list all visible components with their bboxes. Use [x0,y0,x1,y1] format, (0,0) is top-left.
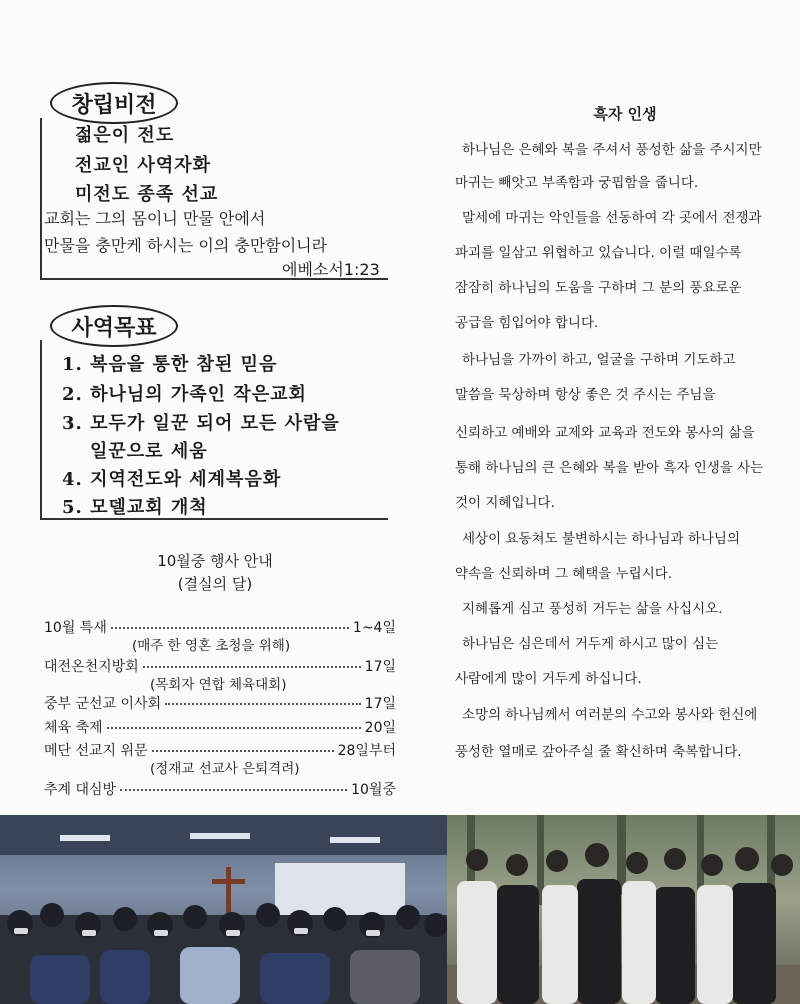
goal-item: 3. 모두가 일꾼 되어 모든 사람을 [62,413,340,434]
article-line: 말씀을 묵상하며 항상 좋은 것 주시는 주님을 [455,387,716,403]
article-line: 지혜롭게 심고 풍성히 거두는 삶을 사십시오. [462,601,723,617]
event-name: 추계 대심방 [44,782,117,798]
events-subtitle: (결실의 달) [177,575,253,593]
event-name: 중부 군선교 이사회 [44,696,162,712]
goal-item: 4. 지역전도와 세계복음화 [62,469,282,490]
article-line: 세상이 요동쳐도 불변하시는 하나님과 하나님의 [462,531,740,547]
goals-bracket-line [40,340,42,518]
leader-dots [120,789,347,791]
article-line: 하나님은 심은데서 거두게 하시고 많이 심는 [462,636,719,652]
event-name: 체육 축제 [44,720,103,736]
article-line: 공급을 힘입어야 합니다. [455,315,599,331]
event-name: 10월 특새 [44,620,107,636]
article-line: 통해 하나님의 큰 은혜와 복을 받아 흑자 인생을 사는 [455,460,764,476]
leader-dots [111,627,349,629]
article-line: 파괴를 일삼고 위협하고 있습니다. 이럴 때일수록 [455,245,742,261]
vision-slogan-3: 미전도 종족 선교 [75,184,219,205]
vision-slogan-2: 전교인 사역자화 [75,155,211,176]
event-note: (매주 한 영혼 초청을 위해) [132,638,291,654]
goal-item: 2. 하나님의 가족인 작은교회 [62,384,307,405]
event-date: 17일 [364,696,396,712]
article-line: 것이 지혜입니다. [455,495,555,511]
article-line: 마귀는 빼앗고 부족함과 궁핍함을 줍니다. [455,175,699,191]
goals-title: 사역목표 [50,305,178,347]
article-line: 잠잠히 하나님의 도움을 구하며 그 분의 풍요로운 [455,280,742,296]
event-date: 10월중 [351,782,396,798]
article-line: 하나님을 가까이 하고, 얼굴을 구하며 기도하고 [462,352,736,368]
goal-item: 1. 복음을 통한 참된 믿음 [62,354,278,375]
article-line: 풍성한 열매로 갚아주실 줄 확신하며 축복합니다. [455,744,742,760]
event-note: (정재교 선교사 은퇴격려) [150,761,300,777]
vision-bracket-line [40,118,42,278]
event-name: 메단 선교지 위문 [44,743,148,759]
goal-item: 5. 모델교회 개척 [62,497,208,518]
article-line: 사람에게 많이 거두게 하십니다. [455,671,642,687]
event-date: 1~4일 [352,620,396,636]
event-row [44,779,396,799]
event-name: 대전온천지방회 [44,659,139,675]
events-title: 10월중 행사 안내 [157,552,273,570]
vision-slogan-1: 젊은이 전도 [75,125,175,146]
vision-verse-line-2: 만물을 충만케 하시는 이의 충만함이니라 [44,236,328,255]
event-date: 17일 [364,659,396,675]
article-title: 흑자 인생 [593,105,657,123]
leader-dots [143,666,361,668]
group-photo-outdoor [447,815,800,1004]
article-line: 하나님은 은혜와 복을 주셔서 풍성한 삶을 주시지만 [462,142,762,158]
vision-title: 창립비전 [50,82,178,124]
article-line: 약속을 신뢰하며 그 혜택을 누립시다. [455,566,673,582]
vision-verse-line-1: 교회는 그의 몸이니 만물 안에서 [44,209,266,228]
leader-dots [152,750,334,752]
event-note: (목회자 연합 체육대회) [150,677,287,693]
event-date: 28일부터 [337,743,396,759]
goal-item-continuation: 일꾼으로 세움 [90,441,208,462]
group-photo-indoor [0,815,447,1004]
leader-dots [165,703,361,705]
article-line: 신뢰하고 예배와 교제와 교육과 전도와 봉사의 삶을 [455,425,755,441]
event-row [44,717,396,737]
leader-dots [107,727,361,729]
article-line: 말세에 마귀는 악인들을 선동하여 각 곳에서 전쟁과 [462,210,762,226]
article-line: 소망의 하나님께서 여러분의 수고와 봉사와 헌신에 [462,707,758,723]
event-row [44,693,396,713]
event-date: 20일 [364,720,396,736]
vision-verse-reference: 에베소서1:23 [282,260,380,279]
